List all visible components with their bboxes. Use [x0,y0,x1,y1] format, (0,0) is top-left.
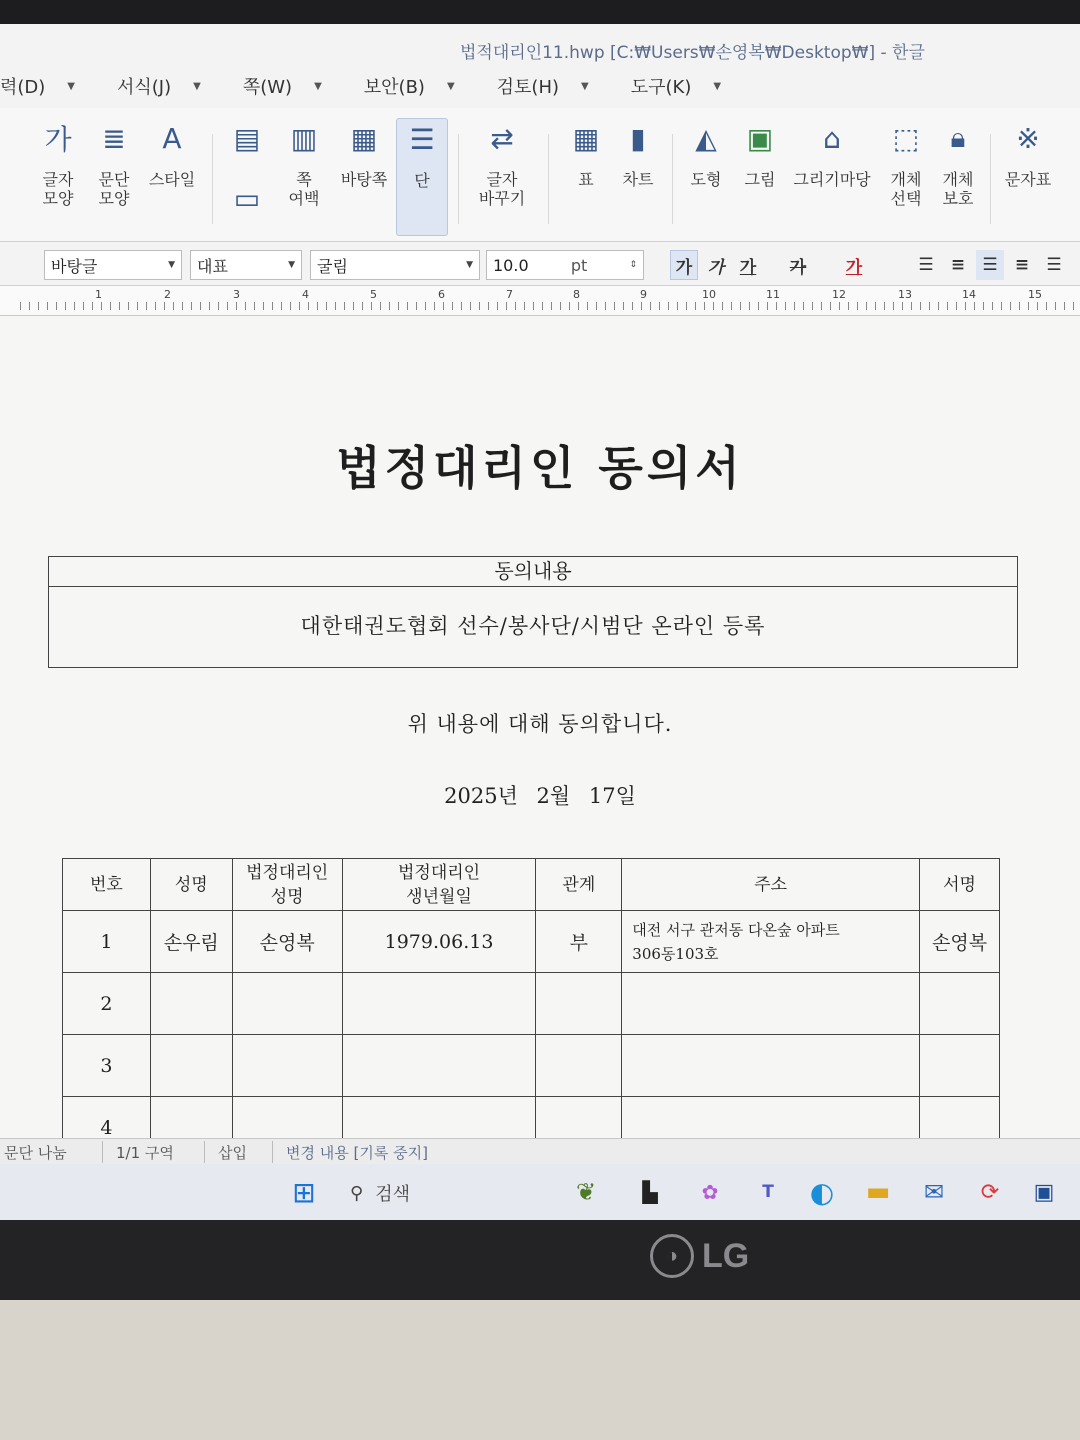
align-center-icon[interactable]: ☰ [976,250,1004,280]
separator [990,134,991,224]
table-cell[interactable] [536,1035,622,1097]
table-cell[interactable] [150,973,232,1035]
button-label: 글자 모양 [42,170,74,208]
button-label: 개체 선택 [890,170,922,208]
menu-label: 보안(B) [363,77,425,98]
folder-icon[interactable]: ▬ [865,1177,891,1207]
page-view-button[interactable] [220,118,274,218]
table-header: 주소 [622,859,920,911]
drawing-market-icon: ⌂ [823,121,841,155]
chevron-down-icon: ▼ [581,80,589,92]
ruler-number: 9 [640,288,647,301]
table-cell[interactable] [622,1035,920,1097]
menu-tools[interactable] [631,73,721,99]
title-bar [0,24,1080,64]
lg-face-icon: ◑ [650,1234,694,1278]
style-button[interactable] [142,118,202,189]
char-replace-button[interactable] [472,118,532,208]
separator [672,134,673,224]
picture-icon: ▣ [746,121,774,155]
sync-icon[interactable]: ⟳ [980,1179,1000,1205]
table-button[interactable] [556,118,616,189]
menu-page[interactable] [243,73,322,99]
page-icon: ▭ [233,181,261,215]
font-color-button[interactable] [840,250,868,280]
separator [102,1141,103,1163]
picture-button[interactable] [730,118,790,189]
document-title: 법정대리인 동의서 [336,441,744,495]
table-cell[interactable]: 3 [63,1035,151,1097]
store-icon[interactable]: ▣ [1033,1179,1055,1205]
replace-icon: ⇄ [490,121,514,155]
copilot-icon[interactable]: ✿ [701,1180,719,1204]
widget-tree-icon[interactable]: ❦ [575,1178,597,1206]
ruler-number: 13 [898,288,912,301]
chevron-down-icon: ▼ [67,80,75,92]
ribbon [0,108,1080,242]
bold-button[interactable] [670,250,698,280]
table-icon: ▦ [572,121,600,155]
button-label: 그림 [744,170,776,189]
ruler-number: 11 [766,288,780,301]
table-header: 법정대리인 성명 [232,859,342,911]
document-date: 2025년 2월 17일 [444,784,636,808]
menu-format[interactable] [117,73,201,99]
separator [212,134,213,224]
table-cell[interactable]: 2 [63,973,151,1035]
table-cell[interactable]: 1 [63,911,151,973]
chevron-down-icon: ▼ [446,80,455,92]
menu-label: 검토(H) [496,77,560,98]
menu-security[interactable] [364,73,455,99]
format-toolbar [0,242,1080,286]
search-placeholder: 검색 [375,1184,410,1205]
paragraph-icon: ≣ [102,121,126,155]
ruler-number: 4 [302,288,309,301]
chevron-down-icon: ▼ [288,260,295,270]
color-label: 가 [845,257,863,278]
select-icon: ⬚ [892,121,920,155]
table-cell[interactable]: 손우림 [150,911,232,973]
consent-body: 대한태권도협회 선수/봉사단/시범단 온라인 등록 [300,614,766,638]
chevron-down-icon: ▼ [466,260,473,270]
char-map-button[interactable] [998,118,1058,189]
shape-icon: ◭ [695,121,717,155]
shape-button[interactable] [676,118,736,189]
char-shape-icon: 가 [44,123,72,156]
page-icon: ▤ [233,121,261,155]
table-cell[interactable]: 4 [63,1097,151,1147]
mail-icon[interactable]: ✉ [923,1178,945,1206]
menu-label: 도구(K) [630,77,692,98]
table-row [63,973,1000,1035]
menu-label: 쪽(W) [242,77,293,98]
style-select[interactable] [44,250,182,280]
button-label: 쪽 여백 [288,170,320,208]
button-label: 표 [578,170,594,189]
status-bar [0,1138,1080,1164]
logo-text: LG [702,1236,750,1275]
font-size-field[interactable] [486,250,644,280]
menu-label: 력(D) [0,77,46,98]
italic-button[interactable] [702,250,730,280]
ruler-number: 10 [702,288,716,301]
column-icon: ☰ [409,122,435,156]
button-label: 개체 보호 [942,170,974,208]
button-label: 스타일 [148,170,196,189]
language-select[interactable] [190,250,302,280]
align-right-icon[interactable]: ≡ [1014,255,1030,275]
underline-button[interactable] [734,250,762,280]
separator [272,1141,273,1163]
strike-button[interactable] [784,250,812,280]
windows-start-icon[interactable]: ⊞ [292,1175,316,1209]
table-header-row [63,859,1000,911]
table-cell[interactable] [150,1035,232,1097]
ruler-number: 6 [438,288,445,301]
status-section: 1/1 구역 [116,1144,174,1162]
ruler[interactable] [0,286,1080,316]
table-cell[interactable] [232,1035,342,1097]
status-para-break: 문단 나눔 [4,1144,67,1162]
ruler-number: 7 [506,288,513,301]
ruler-number: 15 [1028,288,1042,301]
consent-header: 동의내용 [49,557,1017,587]
column-button[interactable] [396,118,448,236]
table-header: 법정대리인 생년월일 [342,859,536,911]
table-cell[interactable]: 손영복 [232,911,342,973]
align-left-icon[interactable]: ≡ [950,255,966,275]
ruler-number: 2 [164,288,171,301]
table-cell[interactable]: 부 [536,911,622,973]
table-cell[interactable] [920,1035,1000,1097]
language-value: 대표 [197,256,228,276]
char-shape-button[interactable] [28,118,88,208]
separator [548,134,549,224]
object-select-button[interactable] [876,118,936,208]
italic-label: 가 [707,257,725,278]
taskbar [0,1164,1080,1220]
task-view-icon[interactable]: ▙ [642,1180,658,1204]
table-header: 관계 [536,859,622,911]
chevron-down-icon: ▼ [314,80,322,92]
char-map-icon: ※ [1016,121,1040,155]
button-label: 문자표 [1004,170,1052,189]
font-select[interactable] [310,250,480,280]
edge-icon[interactable]: ◐ [809,1175,835,1209]
chevron-down-icon: ▼ [193,80,201,92]
document-page[interactable] [0,316,1080,1146]
separator [204,1141,205,1163]
background-page-button[interactable] [334,118,394,189]
button-label: 단 [414,171,430,190]
button-label: 글자 바꾸기 [478,170,526,208]
menu-review[interactable] [497,73,589,99]
status-track-changes[interactable]: 변경 내용 [기록 중지] [286,1144,428,1162]
table-header: 서명 [920,859,1000,911]
table-row [63,911,1000,973]
bold-label: 가 [675,257,693,278]
align-justify-icon[interactable]: ☰ [918,255,934,275]
status-insert-mode[interactable]: 삽입 [218,1144,247,1162]
button-label: 차트 [622,170,654,189]
ruler-number: 12 [832,288,846,301]
agree-text: 위 내용에 대해 동의합니다. [407,712,673,736]
ruler-number: 8 [573,288,580,301]
chart-button[interactable] [608,118,668,189]
lock-icon: 🔒︎ [950,121,966,154]
button-label: 바탕쪽 [340,170,388,189]
search-icon: ⚲ [350,1182,364,1204]
table-cell[interactable]: 손영복 [920,911,1000,973]
ruler-number: 1 [95,288,102,301]
table-row [63,1035,1000,1097]
stepper-icon[interactable]: ⇕ [629,260,637,270]
table-cell[interactable] [342,973,536,1035]
ruler-number: 3 [233,288,240,301]
menu-bar [0,64,1080,108]
object-protect-button[interactable] [928,118,988,208]
margin-icon: ▥ [290,121,318,155]
style-icon: A [162,121,182,155]
laptop-logo [650,1234,749,1278]
unit-label: pt [570,255,588,275]
table-header: 번호 [63,859,151,911]
table-cell[interactable]: 1979.06.13 [342,911,536,973]
keyboard-area [0,1300,1080,1440]
taskbar-search[interactable] [340,1176,530,1210]
underline-label: 가 [739,257,757,278]
button-label: 도형 [690,170,722,189]
style-value: 바탕글 [51,256,98,276]
window-title: 법적대리인11.hwp [C:₩Users₩손영복₩Desktop₩] - 한글 [460,43,925,63]
separator [458,134,459,224]
ruler-number: 5 [370,288,377,301]
chart-icon: ▮ [630,121,646,155]
table-cell[interactable] [536,973,622,1035]
menu-label: 서식(J) [117,77,172,98]
table-cell[interactable] [920,973,1000,1035]
ruler-number: 14 [962,288,976,301]
table-cell[interactable]: 대전 서구 관저동 다온숲 아파트 306동103호 [622,911,920,973]
button-label: 그리기마당 [793,170,871,189]
table-cell[interactable] [232,973,342,1035]
menu-input[interactable] [0,73,75,99]
consent-box [48,556,1018,668]
table-cell[interactable] [342,1035,536,1097]
background-page-icon: ▦ [350,121,378,155]
font-value: 굴림 [317,256,348,276]
para-shape-button[interactable] [84,118,144,208]
chevron-down-icon: ▼ [713,80,722,92]
screen [0,24,1080,1220]
align-distribute-icon[interactable]: ☰ [1046,255,1062,275]
table-cell[interactable] [622,973,920,1035]
teams-icon[interactable]: T [762,1182,774,1202]
ruler-ticks [20,302,1080,310]
button-label: 문단 모양 [98,170,130,208]
strike-label: 가 [789,257,807,278]
drawing-market-button[interactable] [790,118,874,189]
page-margin-button[interactable] [274,118,334,208]
guardian-table [62,858,1000,1146]
font-size-value: 10.0 [493,255,529,275]
chevron-down-icon: ▼ [168,260,175,270]
table-header: 성명 [150,859,232,911]
